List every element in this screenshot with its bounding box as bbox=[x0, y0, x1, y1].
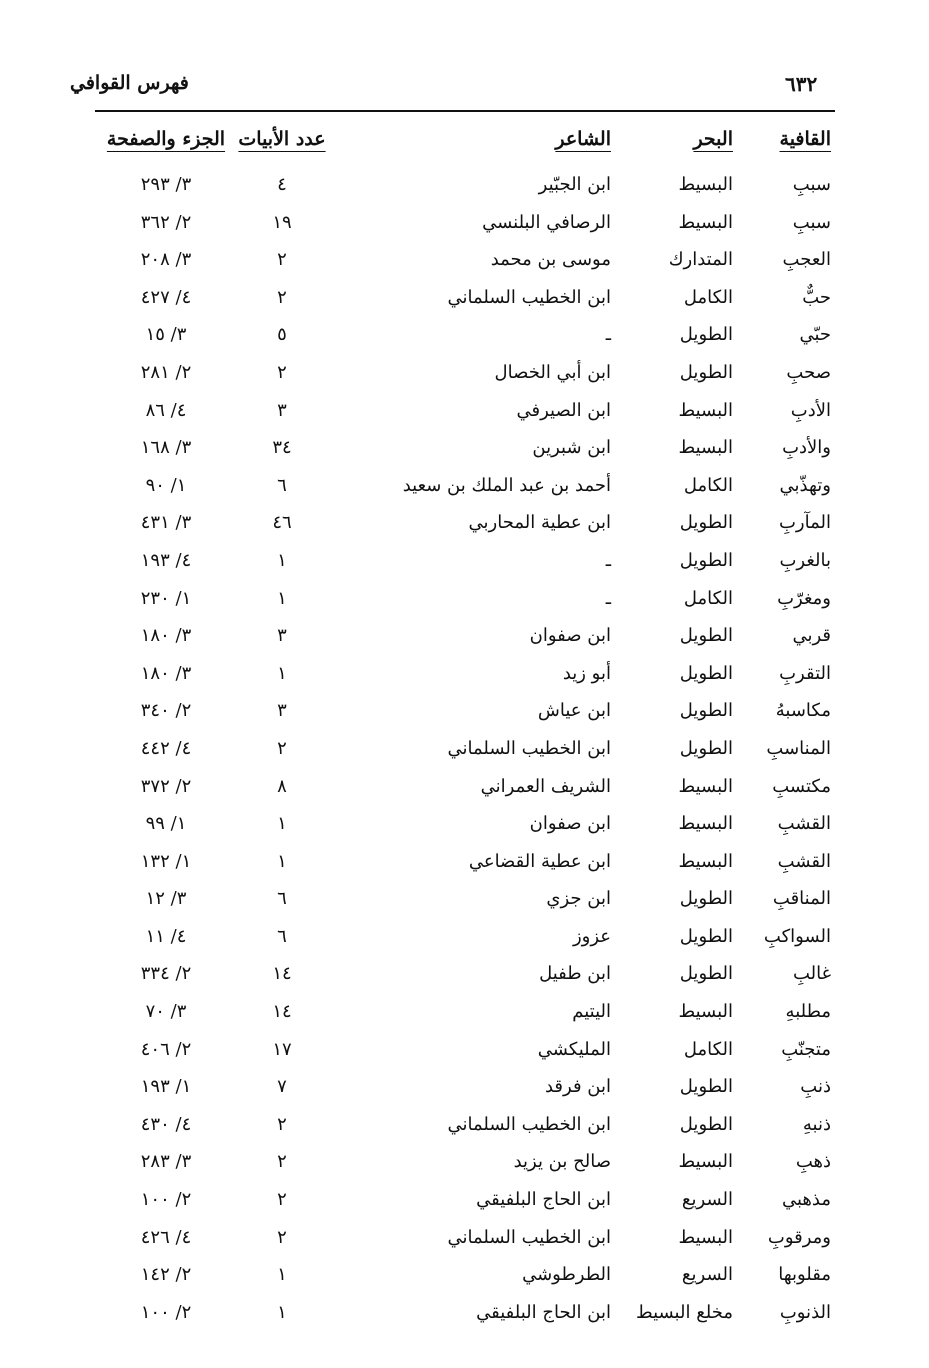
cell-meter: الكامل bbox=[683, 1038, 733, 1060]
cell-rhyme: التقربِ bbox=[779, 662, 831, 684]
cell-rhyme: الذنوبِ bbox=[779, 1301, 831, 1323]
table-row bbox=[0, 243, 929, 281]
cell-rhyme: حبّي bbox=[799, 324, 831, 346]
cell-volume-page: ٣/ ٧٠ bbox=[145, 1001, 187, 1023]
cell-meter: الطويل bbox=[679, 963, 733, 985]
cell-verse-count: ٢ bbox=[277, 737, 287, 759]
cell-volume-page: ١/ ٩٠ bbox=[145, 474, 187, 496]
table-row bbox=[0, 394, 929, 432]
cell-poet: ابن الخطيب السلماني bbox=[447, 1113, 611, 1135]
cell-meter: البسيط bbox=[678, 399, 733, 421]
column-header-poet: الشاعر bbox=[555, 128, 611, 150]
cell-poet: ابن الخطيب السلماني bbox=[447, 737, 611, 759]
cell-verse-count: ١٤ bbox=[272, 1001, 292, 1023]
cell-poet: ـ bbox=[605, 587, 611, 609]
cell-verse-count: ١ bbox=[277, 813, 287, 835]
cell-meter: البسيط bbox=[678, 1151, 733, 1173]
cell-poet: موسى بن محمد bbox=[490, 249, 611, 271]
cell-volume-page: ٢/ ٤٠٦ bbox=[140, 1038, 192, 1060]
cell-verse-count: ٢ bbox=[277, 361, 287, 383]
cell-poet: ابن عياش bbox=[537, 700, 611, 722]
cell-verse-count: ٢ bbox=[277, 1151, 287, 1173]
cell-rhyme: سببِ bbox=[792, 211, 831, 233]
cell-meter: الطويل bbox=[679, 888, 733, 910]
cell-volume-page: ٣/ ٢٠٨ bbox=[140, 249, 192, 271]
cell-volume-page: ٢/ ١٤٢ bbox=[140, 1264, 192, 1286]
cell-poet: اليتيم bbox=[572, 1001, 611, 1023]
cell-poet: صالح بن يزيد bbox=[513, 1151, 611, 1173]
cell-verse-count: ٣٤ bbox=[272, 437, 292, 459]
cell-verse-count: ١ bbox=[277, 1264, 287, 1286]
cell-poet: ابن طفيل bbox=[539, 963, 611, 985]
cell-meter: البسيط bbox=[678, 850, 733, 872]
cell-volume-page: ٤/ ٤٢٧ bbox=[140, 286, 192, 308]
cell-verse-count: ٨ bbox=[277, 775, 287, 797]
cell-poet: ـ bbox=[605, 324, 611, 346]
cell-volume-page: ٤/ ٤٤٢ bbox=[140, 737, 192, 759]
cell-poet: ابن شبرين bbox=[532, 437, 611, 459]
cell-rhyme: ذهبِ bbox=[795, 1151, 831, 1173]
table-row bbox=[0, 1296, 929, 1334]
cell-volume-page: ٤/ ١٩٣ bbox=[140, 549, 192, 571]
cell-poet: الشريف العمراني bbox=[480, 775, 611, 797]
cell-meter: البسيط bbox=[678, 174, 733, 195]
cell-volume-page: ٣/ ١٦٨ bbox=[140, 437, 192, 459]
table-row bbox=[0, 1183, 929, 1221]
table-row bbox=[0, 1145, 929, 1183]
column-header-volume-page: الجزء والصفحة bbox=[106, 128, 226, 150]
cell-meter: البسيط bbox=[678, 813, 733, 835]
cell-rhyme: المناقبِ bbox=[772, 888, 831, 910]
cell-volume-page: ٤/ ٤٣٠ bbox=[140, 1113, 192, 1135]
page-number: ٦٣٢ bbox=[785, 72, 818, 96]
column-header-meter: البحر bbox=[693, 128, 733, 150]
table-row bbox=[0, 920, 929, 958]
table-row bbox=[0, 995, 929, 1033]
cell-poet: ابن الخطيب السلماني bbox=[447, 286, 611, 308]
cell-meter: الطويل bbox=[679, 925, 733, 947]
cell-poet: أبو زيد bbox=[562, 662, 611, 684]
cell-poet: ابن صفوان bbox=[529, 625, 611, 647]
cell-meter: الطويل bbox=[679, 662, 733, 684]
cell-meter: الكامل bbox=[683, 587, 733, 609]
cell-verse-count: ٣ bbox=[277, 399, 287, 421]
cell-rhyme: وتهذّبي bbox=[779, 474, 831, 496]
cell-meter: الطويل bbox=[679, 700, 733, 722]
cell-verse-count: ١٤ bbox=[272, 963, 292, 985]
cell-volume-page: ٢/ ٢٨١ bbox=[140, 361, 192, 383]
cell-volume-page: ٣/ ٢٨٣ bbox=[140, 1151, 192, 1173]
cell-rhyme: السواكبِ bbox=[763, 925, 831, 947]
cell-rhyme: متجنّبِ bbox=[781, 1038, 831, 1060]
cell-rhyme: صحبِ bbox=[786, 361, 831, 383]
cell-verse-count: ٢ bbox=[277, 1189, 287, 1211]
cell-volume-page: ٣/ ١٨٠ bbox=[140, 625, 192, 647]
cell-rhyme: سببِ bbox=[792, 174, 831, 195]
cell-poet: ابن أبي الخصال bbox=[494, 361, 611, 383]
table-row bbox=[0, 1070, 929, 1108]
cell-volume-page: ٣/ ٤٣١ bbox=[140, 512, 192, 534]
cell-meter: الطويل bbox=[679, 324, 733, 346]
cell-volume-page: ٢/ ٣٣٤ bbox=[140, 963, 192, 985]
cell-poet: ابن الخطيب السلماني bbox=[447, 1226, 611, 1248]
cell-verse-count: ١ bbox=[277, 549, 287, 571]
cell-verse-count: ٤٦ bbox=[272, 512, 292, 534]
cell-meter: الطويل bbox=[679, 512, 733, 534]
cell-rhyme: المناسبِ bbox=[766, 737, 831, 759]
cell-meter: الطويل bbox=[679, 361, 733, 383]
cell-poet: ابن الحاج البلفيقي bbox=[476, 1301, 611, 1323]
cell-volume-page: ١/ ٢٣٠ bbox=[140, 587, 192, 609]
rhyme-index-table bbox=[0, 168, 929, 1333]
table-row bbox=[0, 431, 929, 469]
cell-poet: المليكشي bbox=[537, 1038, 611, 1060]
cell-rhyme: حبٌّ bbox=[802, 286, 831, 308]
cell-verse-count: ٥ bbox=[277, 324, 287, 346]
cell-meter: السريع bbox=[681, 1264, 733, 1286]
cell-rhyme: المآربِ bbox=[778, 512, 831, 534]
table-row bbox=[0, 1221, 929, 1259]
table-row bbox=[0, 619, 929, 657]
column-header-rhyme: القافية bbox=[779, 128, 831, 150]
cell-rhyme: ومغرّبِ bbox=[777, 587, 831, 609]
cell-meter: المتدارك bbox=[668, 249, 733, 271]
cell-volume-page: ٣/ ٢٩٣ bbox=[140, 174, 192, 195]
cell-rhyme: ذنبهِ bbox=[802, 1113, 831, 1135]
cell-rhyme: والأدبِ bbox=[782, 437, 831, 459]
cell-poet: ابن عطية القضاعي bbox=[468, 850, 611, 872]
table-row bbox=[0, 807, 929, 845]
table-row bbox=[0, 770, 929, 808]
cell-verse-count: ٢ bbox=[277, 249, 287, 271]
table-row bbox=[0, 206, 929, 244]
cell-meter: البسيط bbox=[678, 1001, 733, 1023]
cell-rhyme: مذهبي bbox=[781, 1189, 831, 1211]
cell-verse-count: ٢ bbox=[277, 1113, 287, 1135]
cell-verse-count: ٣ bbox=[277, 700, 287, 722]
cell-meter: البسيط bbox=[678, 1226, 733, 1248]
cell-volume-page: ٣/ ١٨٠ bbox=[140, 662, 192, 684]
table-row bbox=[0, 957, 929, 995]
table-row bbox=[0, 318, 929, 356]
cell-verse-count: ٢ bbox=[277, 286, 287, 308]
cell-rhyme: العجبِ bbox=[782, 249, 831, 271]
cell-volume-page: ٢/ ١٠٠ bbox=[140, 1189, 192, 1211]
cell-rhyme: مكتسبِ bbox=[772, 775, 831, 797]
cell-volume-page: ٢/ ٣٤٠ bbox=[140, 700, 192, 722]
cell-volume-page: ٤/ ٨٦ bbox=[145, 399, 187, 421]
cell-poet: ابن جزي bbox=[546, 888, 611, 910]
table-row bbox=[0, 1108, 929, 1146]
cell-verse-count: ١٩ bbox=[272, 211, 292, 233]
cell-rhyme: مطلبهِ bbox=[785, 1001, 831, 1023]
cell-poet: الرصافي البلنسي bbox=[482, 211, 611, 233]
cell-poet: ابن فرقد bbox=[544, 1076, 611, 1098]
cell-rhyme: مكاسبهُ bbox=[775, 700, 831, 722]
cell-poet: ابن عطية المحاربي bbox=[468, 512, 611, 534]
cell-rhyme: غالبِ bbox=[792, 963, 831, 985]
cell-meter: البسيط bbox=[678, 437, 733, 459]
cell-verse-count: ٦ bbox=[277, 474, 287, 496]
cell-poet: ابن الجبّير bbox=[538, 174, 611, 195]
table-row bbox=[0, 168, 929, 206]
cell-volume-page: ٣/ ١٥ bbox=[145, 324, 187, 346]
cell-rhyme: القشبِ bbox=[777, 850, 831, 872]
cell-verse-count: ١ bbox=[277, 1301, 287, 1323]
cell-rhyme: القشبِ bbox=[777, 813, 831, 835]
cell-poet: أحمد بن عبد الملك بن سعيد bbox=[402, 474, 611, 496]
header-divider bbox=[95, 110, 835, 112]
cell-meter: الكامل bbox=[683, 474, 733, 496]
cell-rhyme: مقلوبها bbox=[778, 1264, 831, 1286]
cell-volume-page: ١/ ١٩٣ bbox=[140, 1076, 192, 1098]
table-row bbox=[0, 1258, 929, 1296]
cell-poet: عزوز bbox=[572, 925, 611, 947]
cell-volume-page: ٢/ ١٠٠ bbox=[140, 1301, 192, 1323]
cell-meter: الطويل bbox=[679, 1113, 733, 1135]
cell-poet: الطرطوشي bbox=[522, 1264, 611, 1286]
table-row bbox=[0, 882, 929, 920]
table-row bbox=[0, 694, 929, 732]
table-row bbox=[0, 657, 929, 695]
table-row bbox=[0, 281, 929, 319]
cell-poet: ابن صفوان bbox=[529, 813, 611, 835]
table-row bbox=[0, 469, 929, 507]
cell-verse-count: ١ bbox=[277, 587, 287, 609]
cell-volume-page: ٤/ ٤٢٦ bbox=[140, 1226, 192, 1248]
cell-volume-page: ٢/ ٣٧٢ bbox=[140, 775, 192, 797]
table-row bbox=[0, 582, 929, 620]
page-title: فهرس القوافي bbox=[70, 72, 189, 94]
cell-poet: ـ bbox=[605, 549, 611, 571]
cell-verse-count: ١ bbox=[277, 850, 287, 872]
cell-verse-count: ٢ bbox=[277, 1226, 287, 1248]
table-row bbox=[0, 356, 929, 394]
table-row bbox=[0, 732, 929, 770]
cell-poet: ابن الحاج البلفيقي bbox=[476, 1189, 611, 1211]
cell-rhyme: بالغربِ bbox=[779, 549, 831, 571]
table-row bbox=[0, 845, 929, 883]
cell-rhyme: الأدبِ bbox=[790, 399, 831, 421]
cell-verse-count: ٧ bbox=[277, 1076, 287, 1098]
cell-volume-page: ٢/ ٣٦٢ bbox=[140, 211, 192, 233]
cell-volume-page: ٤/ ١١ bbox=[145, 925, 187, 947]
cell-meter: مخلع البسيط bbox=[635, 1301, 733, 1323]
cell-rhyme: ذنبِ bbox=[800, 1076, 831, 1098]
cell-volume-page: ١/ ١٣٢ bbox=[140, 850, 192, 872]
cell-verse-count: ٣ bbox=[277, 625, 287, 647]
cell-meter: السريع bbox=[681, 1189, 733, 1211]
cell-meter: الطويل bbox=[679, 549, 733, 571]
cell-meter: البسيط bbox=[678, 211, 733, 233]
cell-volume-page: ١/ ٩٩ bbox=[145, 813, 187, 835]
cell-volume-page: ٣/ ١٢ bbox=[145, 888, 187, 910]
cell-verse-count: ١ bbox=[277, 662, 287, 684]
cell-meter: الطويل bbox=[679, 1076, 733, 1098]
cell-verse-count: ٦ bbox=[277, 925, 287, 947]
cell-poet: ابن الصيرفي bbox=[516, 399, 611, 421]
cell-meter: البسيط bbox=[678, 775, 733, 797]
column-header-verse-count: عدد الأبيات bbox=[238, 128, 326, 150]
cell-verse-count: ٤ bbox=[277, 174, 287, 195]
table-row bbox=[0, 506, 929, 544]
table-row bbox=[0, 544, 929, 582]
cell-meter: الكامل bbox=[683, 286, 733, 308]
table-row bbox=[0, 1033, 929, 1071]
cell-verse-count: ٦ bbox=[277, 888, 287, 910]
cell-meter: الطويل bbox=[679, 625, 733, 647]
cell-meter: الطويل bbox=[679, 737, 733, 759]
cell-rhyme: ومرقوبِ bbox=[767, 1226, 831, 1248]
cell-verse-count: ١٧ bbox=[272, 1038, 292, 1060]
cell-rhyme: قربي bbox=[792, 625, 831, 647]
